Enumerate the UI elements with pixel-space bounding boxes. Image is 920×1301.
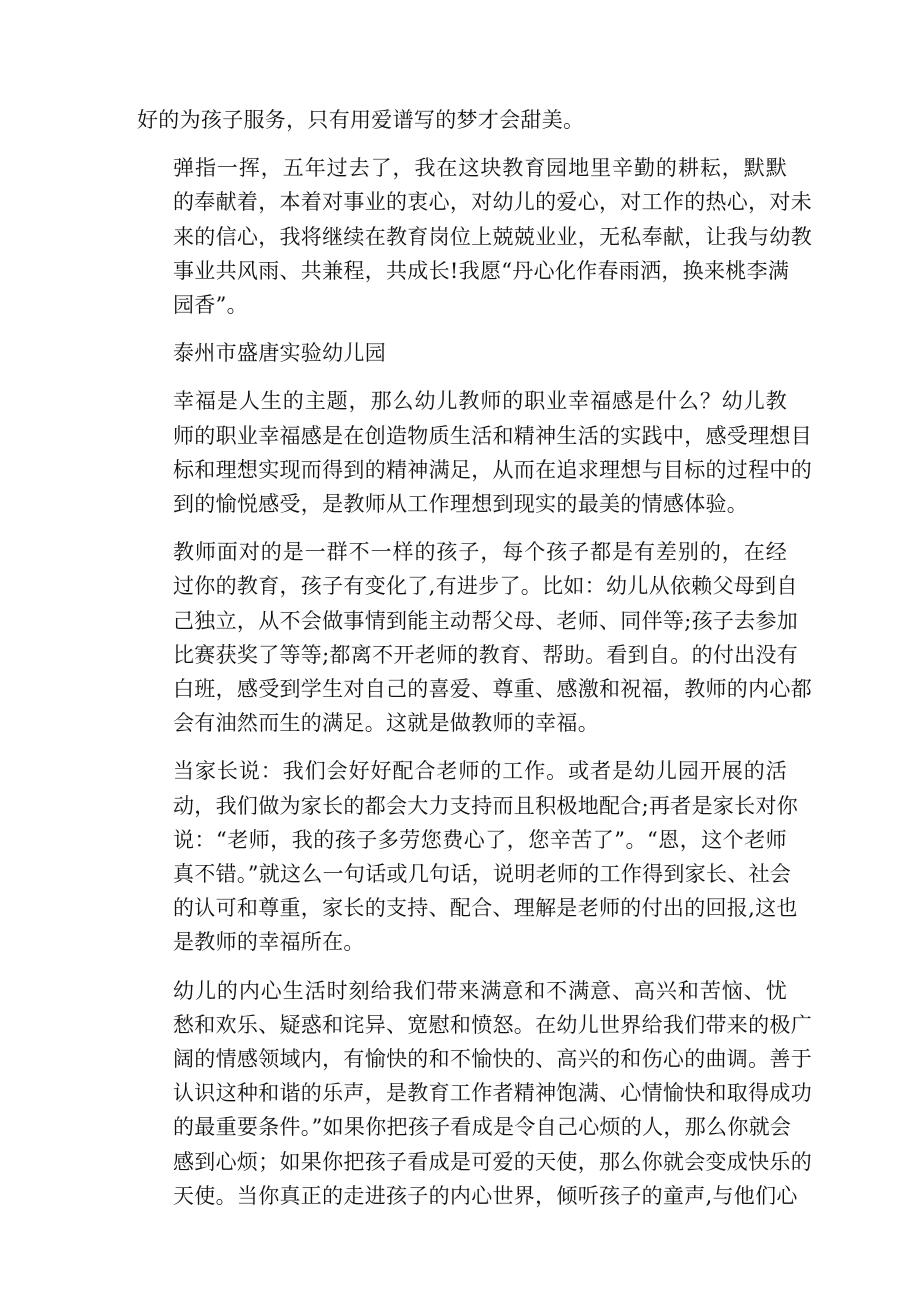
text-line: 的最重要条件。”如果你把孩子看成是令自己心烦的人，那么你就会 [173, 1115, 792, 1140]
text-line: 园香”。 [173, 293, 248, 318]
text-line: 愁和欢乐、疑惑和诧异、宽慰和愤怒。在幼儿世界给我们带来的极广 [173, 1012, 812, 1037]
text-line: 比赛获奖了等等;都离不开老师的教育、帮助。看到自。的付出没有 [173, 642, 799, 667]
text-line: 动，我们做为家长的都会大力支持而且积极地配合;再者是家长对你 [173, 793, 799, 818]
text-line: 是教师的幸福所在。 [173, 930, 365, 955]
paragraph-5 [137, 535, 812, 740]
text-line: 的奉献着，本着对事业的衷心，对幼儿的爱心，对工作的热心，对未 [173, 190, 812, 215]
text-line: 己独立，从不会做事情到能主动帮父母、老师、同伴等;孩子去参加 [173, 608, 799, 633]
text-line: 泰州市盛唐实验幼儿园 [173, 341, 386, 366]
text-line: 白班，感受到学生对自己的喜爱、尊重、感激和祝福，教师的内心都 [173, 677, 812, 702]
text-line: 认识这种和谐的乐声，是教育工作者精神饱满、心情愉快和取得成功 [173, 1081, 812, 1106]
text-line: 天使。当你真正的走进孩子的内心世界，倾听孩子的童声,与他们心 [173, 1183, 798, 1208]
text-line: 师的职业幸福感是在创造物质生活和精神生活的实践中，感受理想目 [173, 423, 812, 448]
text-line: 标和理想实现而得到的精神满足，从而在追求理想与目标的过程中的 [173, 457, 812, 482]
text-line: 感到心烦；如果你把孩子看成是可爱的天使，那么你就会变成快乐的 [173, 1149, 812, 1174]
text-line: 当家长说：我们会好好配合老师的工作。或者是幼儿园开展的活 [173, 759, 787, 784]
paragraph-1 [137, 103, 787, 137]
text-line: 教师面对的是一群不一样的孩子，每个孩子都是有差别的，在经 [173, 540, 787, 565]
text-line: 来的信心，我将继续在教育岗位上兢兢业业，无私奉献，让我与幼教 [173, 224, 812, 249]
text-line: 说：“老师，我的孩子多劳您费心了，您辛苦了”。“恩，这个老师 [173, 827, 787, 852]
text-line: 幼儿的内心生活时刻给我们带来满意和不满意、高兴和苦恼、忧 [173, 978, 787, 1003]
text-line: 到的愉悦感受，是教师从工作理想到现实的最美的情感体验。 [173, 492, 749, 517]
text-line: 幸福是人生的主题，那么幼儿教师的职业幸福感是什么？幼儿教 [173, 389, 787, 414]
text-line: 事业共风雨、共兼程，共成长!我愿“丹心化作春雨洒，换来桃李满 [173, 258, 790, 283]
text-line: 过你的教育，孩子有变化了,有进步了。比如：幼儿从依赖父母到自 [173, 574, 798, 599]
paragraph-4 [137, 384, 812, 521]
text-line: 阔的情感领域内，有愉快的和不愉快的、高兴的和伤心的曲调。善于 [173, 1047, 812, 1072]
text-line: 会有油然而生的满足。这就是做教师的幸福。 [173, 711, 599, 736]
text-line: 的认可和尊重，家长的支持、配合、理解是老师的付出的回报,这也 [173, 896, 798, 921]
paragraph-2 [137, 151, 812, 322]
school-name [137, 336, 787, 370]
text-line: 真不错。”就这么一句话或几句话，说明老师的工作得到家长、社会 [173, 862, 792, 887]
document-page [137, 103, 812, 1227]
text-line: 好的为孩子服务，只有用爱谱写的梦才会甜美。 [137, 108, 585, 132]
paragraph-7 [137, 974, 812, 1213]
paragraph-6 [137, 754, 799, 959]
text-line: 弹指一挥，五年过去了，我在这块教育园地里辛勤的耕耘，默默 [173, 156, 787, 181]
